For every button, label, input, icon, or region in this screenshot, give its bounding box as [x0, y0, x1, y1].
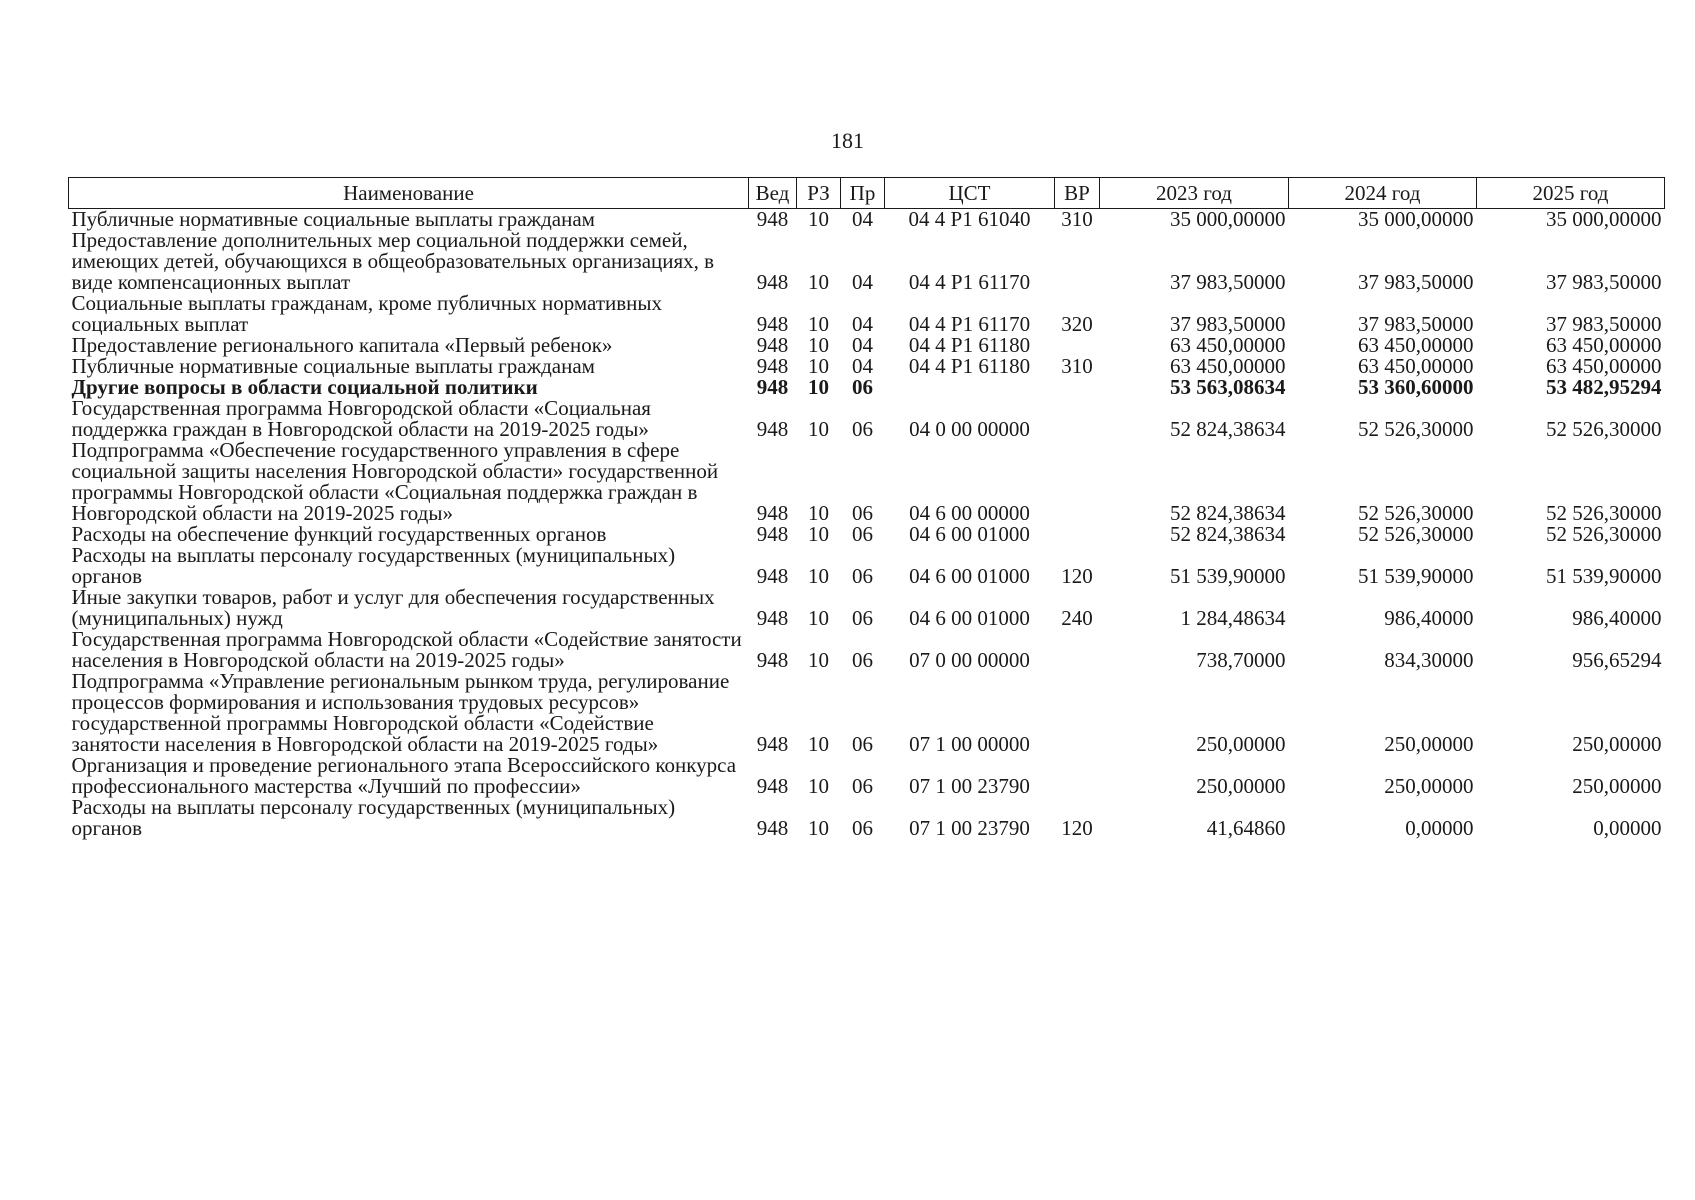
row-vr: 310	[1061, 207, 1093, 231]
row-name: Публичные нормативные социальные выплаты гражданам	[71, 207, 595, 231]
row-pr: 06	[852, 501, 873, 525]
row-vr: 310	[1061, 354, 1093, 378]
table-row	[69, 335, 1665, 356]
row-pr: 06	[852, 417, 873, 441]
row-vr: 240	[1061, 606, 1093, 630]
row-2024: 63 450,00000	[1358, 354, 1474, 378]
row-ved: 948	[756, 417, 789, 441]
row-2025: 0,00000	[1593, 816, 1662, 840]
row-2025: 37 983,50000	[1546, 270, 1662, 294]
row-name: Другие вопросы в области социальной политики	[71, 375, 538, 399]
row-rz: 10	[808, 312, 829, 336]
row-pr: 06	[852, 606, 873, 630]
row-cst: 07 1 00 23790	[909, 816, 1030, 840]
row-ved: 948	[756, 207, 789, 231]
row-2025: 52 526,30000	[1546, 417, 1662, 441]
header-rz: РЗ	[797, 178, 841, 209]
row-ved: 948	[756, 564, 789, 588]
row-pr: 04	[852, 207, 873, 231]
row-ved: 948	[756, 333, 789, 357]
row-rz: 10	[808, 207, 829, 231]
row-2024: 52 526,30000	[1358, 417, 1474, 441]
row-cst: 04 6 00 01000	[909, 564, 1030, 588]
table-row	[69, 629, 1665, 671]
row-rz: 10	[808, 606, 829, 630]
row-vr	[1055, 755, 1100, 797]
row-ved: 948	[756, 816, 789, 840]
header-2025: 2025 год	[1477, 178, 1665, 209]
row-pr: 04	[852, 312, 873, 336]
row-cst: 04 4 P1 61180	[908, 333, 1031, 357]
table-row	[69, 209, 1665, 231]
row-ved: 948	[756, 501, 789, 525]
row-2025: 63 450,00000	[1546, 333, 1662, 357]
row-name: Предоставление дополнительных мер социальной поддержки семей, имеющих детей, обучающихся в общеобразовательных организациях, в виде компенсационных выплат	[71, 228, 715, 294]
table-row	[69, 398, 1665, 440]
row-pr: 04	[852, 333, 873, 357]
row-vr	[1055, 629, 1100, 671]
row-pr: 06	[852, 564, 873, 588]
row-cst: 04 6 00 01000	[909, 522, 1030, 546]
header-ved: Вед	[749, 178, 797, 209]
row-2023: 37 983,50000	[1170, 312, 1286, 336]
row-pr: 04	[852, 270, 873, 294]
row-vr	[1055, 524, 1100, 545]
row-name: Расходы на обеспечение функций государственных органов	[71, 522, 607, 546]
row-name: Социальные выплаты гражданам, кроме публичных нормативных социальных выплат	[71, 291, 663, 336]
row-2023: 41,64860	[1206, 816, 1286, 840]
row-pr: 06	[852, 522, 873, 546]
table-row	[69, 587, 1665, 629]
row-rz: 10	[808, 333, 829, 357]
row-rz: 10	[808, 417, 829, 441]
row-2025: 986,40000	[1572, 606, 1662, 630]
row-2023: 53 563,08634	[1170, 375, 1286, 399]
row-2024: 37 983,50000	[1358, 312, 1474, 336]
row-ved: 948	[756, 354, 789, 378]
row-name: Расходы на выплаты персоналу государственных (муниципальных) органов	[71, 795, 676, 840]
row-vr	[1055, 377, 1100, 398]
row-2024: 52 526,30000	[1358, 522, 1474, 546]
budget-table	[68, 177, 1665, 839]
row-2025: 52 526,30000	[1546, 522, 1662, 546]
row-2023: 35 000,00000	[1170, 207, 1286, 231]
row-cst: 04 4 P1 61170	[908, 312, 1031, 336]
row-ved: 948	[756, 648, 789, 672]
row-ved: 948	[756, 522, 789, 546]
table-row	[69, 671, 1665, 755]
row-vr	[1055, 440, 1100, 524]
row-2024: 53 360,60000	[1358, 375, 1474, 399]
row-name: Расходы на выплаты персоналу государственных (муниципальных) органов	[71, 543, 676, 588]
table-row	[69, 797, 1665, 839]
row-2023: 52 824,38634	[1170, 417, 1286, 441]
row-rz: 10	[808, 501, 829, 525]
row-2023: 250,00000	[1196, 774, 1286, 798]
row-2024: 51 539,90000	[1358, 564, 1474, 588]
table-row-section	[69, 377, 1665, 398]
row-rz: 10	[808, 774, 829, 798]
row-cst: 04 6 00 01000	[909, 606, 1030, 630]
row-name: Организация и проведение регионального этапа Всероссийского конкурса профессионального мастерства «Лучший по профессии»	[71, 753, 737, 798]
table-row	[69, 230, 1665, 293]
row-rz: 10	[808, 648, 829, 672]
row-name: Предоставление регионального капитала «Первый ребенок»	[71, 333, 613, 357]
row-2023: 63 450,00000	[1170, 354, 1286, 378]
row-2024: 986,40000	[1384, 606, 1474, 630]
row-ved: 948	[756, 375, 789, 399]
row-2025: 956,65294	[1572, 648, 1662, 672]
row-2024: 37 983,50000	[1358, 270, 1474, 294]
row-2024: 0,00000	[1405, 816, 1474, 840]
row-vr: 320	[1061, 312, 1093, 336]
table-row	[69, 356, 1665, 377]
header-name: Наименование	[69, 178, 749, 209]
table-row	[69, 755, 1665, 797]
row-2025: 250,00000	[1572, 774, 1662, 798]
row-ved: 948	[756, 312, 789, 336]
row-cst: 04 4 P1 61040	[908, 207, 1031, 231]
row-2025: 250,00000	[1572, 732, 1662, 756]
row-vr: 120	[1061, 816, 1093, 840]
row-2025: 63 450,00000	[1546, 354, 1662, 378]
row-2025: 35 000,00000	[1546, 207, 1662, 231]
row-rz: 10	[808, 732, 829, 756]
row-cst: 04 4 P1 61180	[908, 354, 1031, 378]
row-2024: 834,30000	[1384, 648, 1474, 672]
row-name: Государственная программа Новгородской области «Социальная поддержка граждан в Новгородской области на 2019-2025 годы»	[71, 396, 651, 441]
row-cst: 07 1 00 00000	[909, 732, 1030, 756]
row-2023: 37 983,50000	[1170, 270, 1286, 294]
row-pr: 06	[852, 816, 873, 840]
table-row	[69, 440, 1665, 524]
row-name: Публичные нормативные социальные выплаты гражданам	[71, 354, 595, 378]
row-vr	[1055, 398, 1100, 440]
row-ved: 948	[756, 270, 789, 294]
row-2024: 63 450,00000	[1358, 333, 1474, 357]
row-pr: 06	[852, 774, 873, 798]
row-rz: 10	[808, 564, 829, 588]
row-2023: 52 824,38634	[1170, 522, 1286, 546]
row-cst: 04 6 00 00000	[909, 501, 1030, 525]
table-row	[69, 524, 1665, 545]
row-2025: 52 526,30000	[1546, 501, 1662, 525]
row-name: Подпрограмма «Обеспечение государственного управления в сфере социальной защиты населения Новгородской области» государственной программы Новгородской области «Социальная поддержка граждан в Новгородской области на 2019-2025 годы»	[71, 438, 719, 525]
row-cst: 04 0 00 00000	[909, 417, 1030, 441]
row-2023: 250,00000	[1196, 732, 1286, 756]
header-pr: Пр	[841, 178, 885, 209]
page-number: 181	[831, 128, 864, 153]
row-pr: 04	[852, 354, 873, 378]
row-cst	[885, 377, 1055, 398]
row-2023: 52 824,38634	[1170, 501, 1286, 525]
row-ved: 948	[756, 606, 789, 630]
row-2025: 53 482,95294	[1546, 375, 1662, 399]
row-2023: 63 450,00000	[1170, 333, 1286, 357]
row-vr	[1055, 671, 1100, 755]
row-pr: 06	[852, 732, 873, 756]
row-vr	[1055, 230, 1100, 293]
table-row	[69, 293, 1665, 335]
header-cst: ЦСТ	[885, 178, 1055, 209]
row-rz: 10	[808, 354, 829, 378]
row-2025: 51 539,90000	[1546, 564, 1662, 588]
row-pr: 06	[852, 648, 873, 672]
row-2025: 37 983,50000	[1546, 312, 1662, 336]
row-2023: 738,70000	[1196, 648, 1286, 672]
row-2023: 51 539,90000	[1170, 564, 1286, 588]
row-rz: 10	[808, 270, 829, 294]
row-cst: 04 4 P1 61170	[908, 270, 1031, 294]
row-rz: 10	[808, 816, 829, 840]
row-cst: 07 1 00 23790	[909, 774, 1030, 798]
row-rz: 10	[808, 522, 829, 546]
row-pr: 06	[852, 375, 873, 399]
table-header-row	[69, 178, 1665, 209]
row-2024: 35 000,00000	[1358, 207, 1474, 231]
row-vr	[1055, 335, 1100, 356]
row-name: Подпрограмма «Управление региональным рынком труда, регулирование процессов формирования и использования трудовых ресурсов» государственной программы Новгородской области «Содействие занятости населения в Новгородской области на 2019-2025 годы»	[71, 669, 730, 756]
row-cst: 07 0 00 00000	[909, 648, 1030, 672]
row-2023: 1 284,48634	[1180, 606, 1286, 630]
row-2024: 250,00000	[1384, 732, 1474, 756]
row-name: Государственная программа Новгородской области «Содействие занятости населения в Новгородской области на 2019-2025 годы»	[71, 627, 742, 672]
header-2023: 2023 год	[1100, 178, 1289, 209]
row-2024: 52 526,30000	[1358, 501, 1474, 525]
row-2024: 250,00000	[1384, 774, 1474, 798]
row-ved: 948	[756, 774, 789, 798]
row-rz: 10	[808, 375, 829, 399]
row-ved: 948	[756, 732, 789, 756]
row-vr: 120	[1061, 564, 1093, 588]
header-2024: 2024 год	[1289, 178, 1477, 209]
header-vr: ВР	[1055, 178, 1100, 209]
table-row	[69, 545, 1665, 587]
row-name: Иные закупки товаров, работ и услуг для обеспечения государственных (муниципальных) нужд	[71, 585, 715, 630]
